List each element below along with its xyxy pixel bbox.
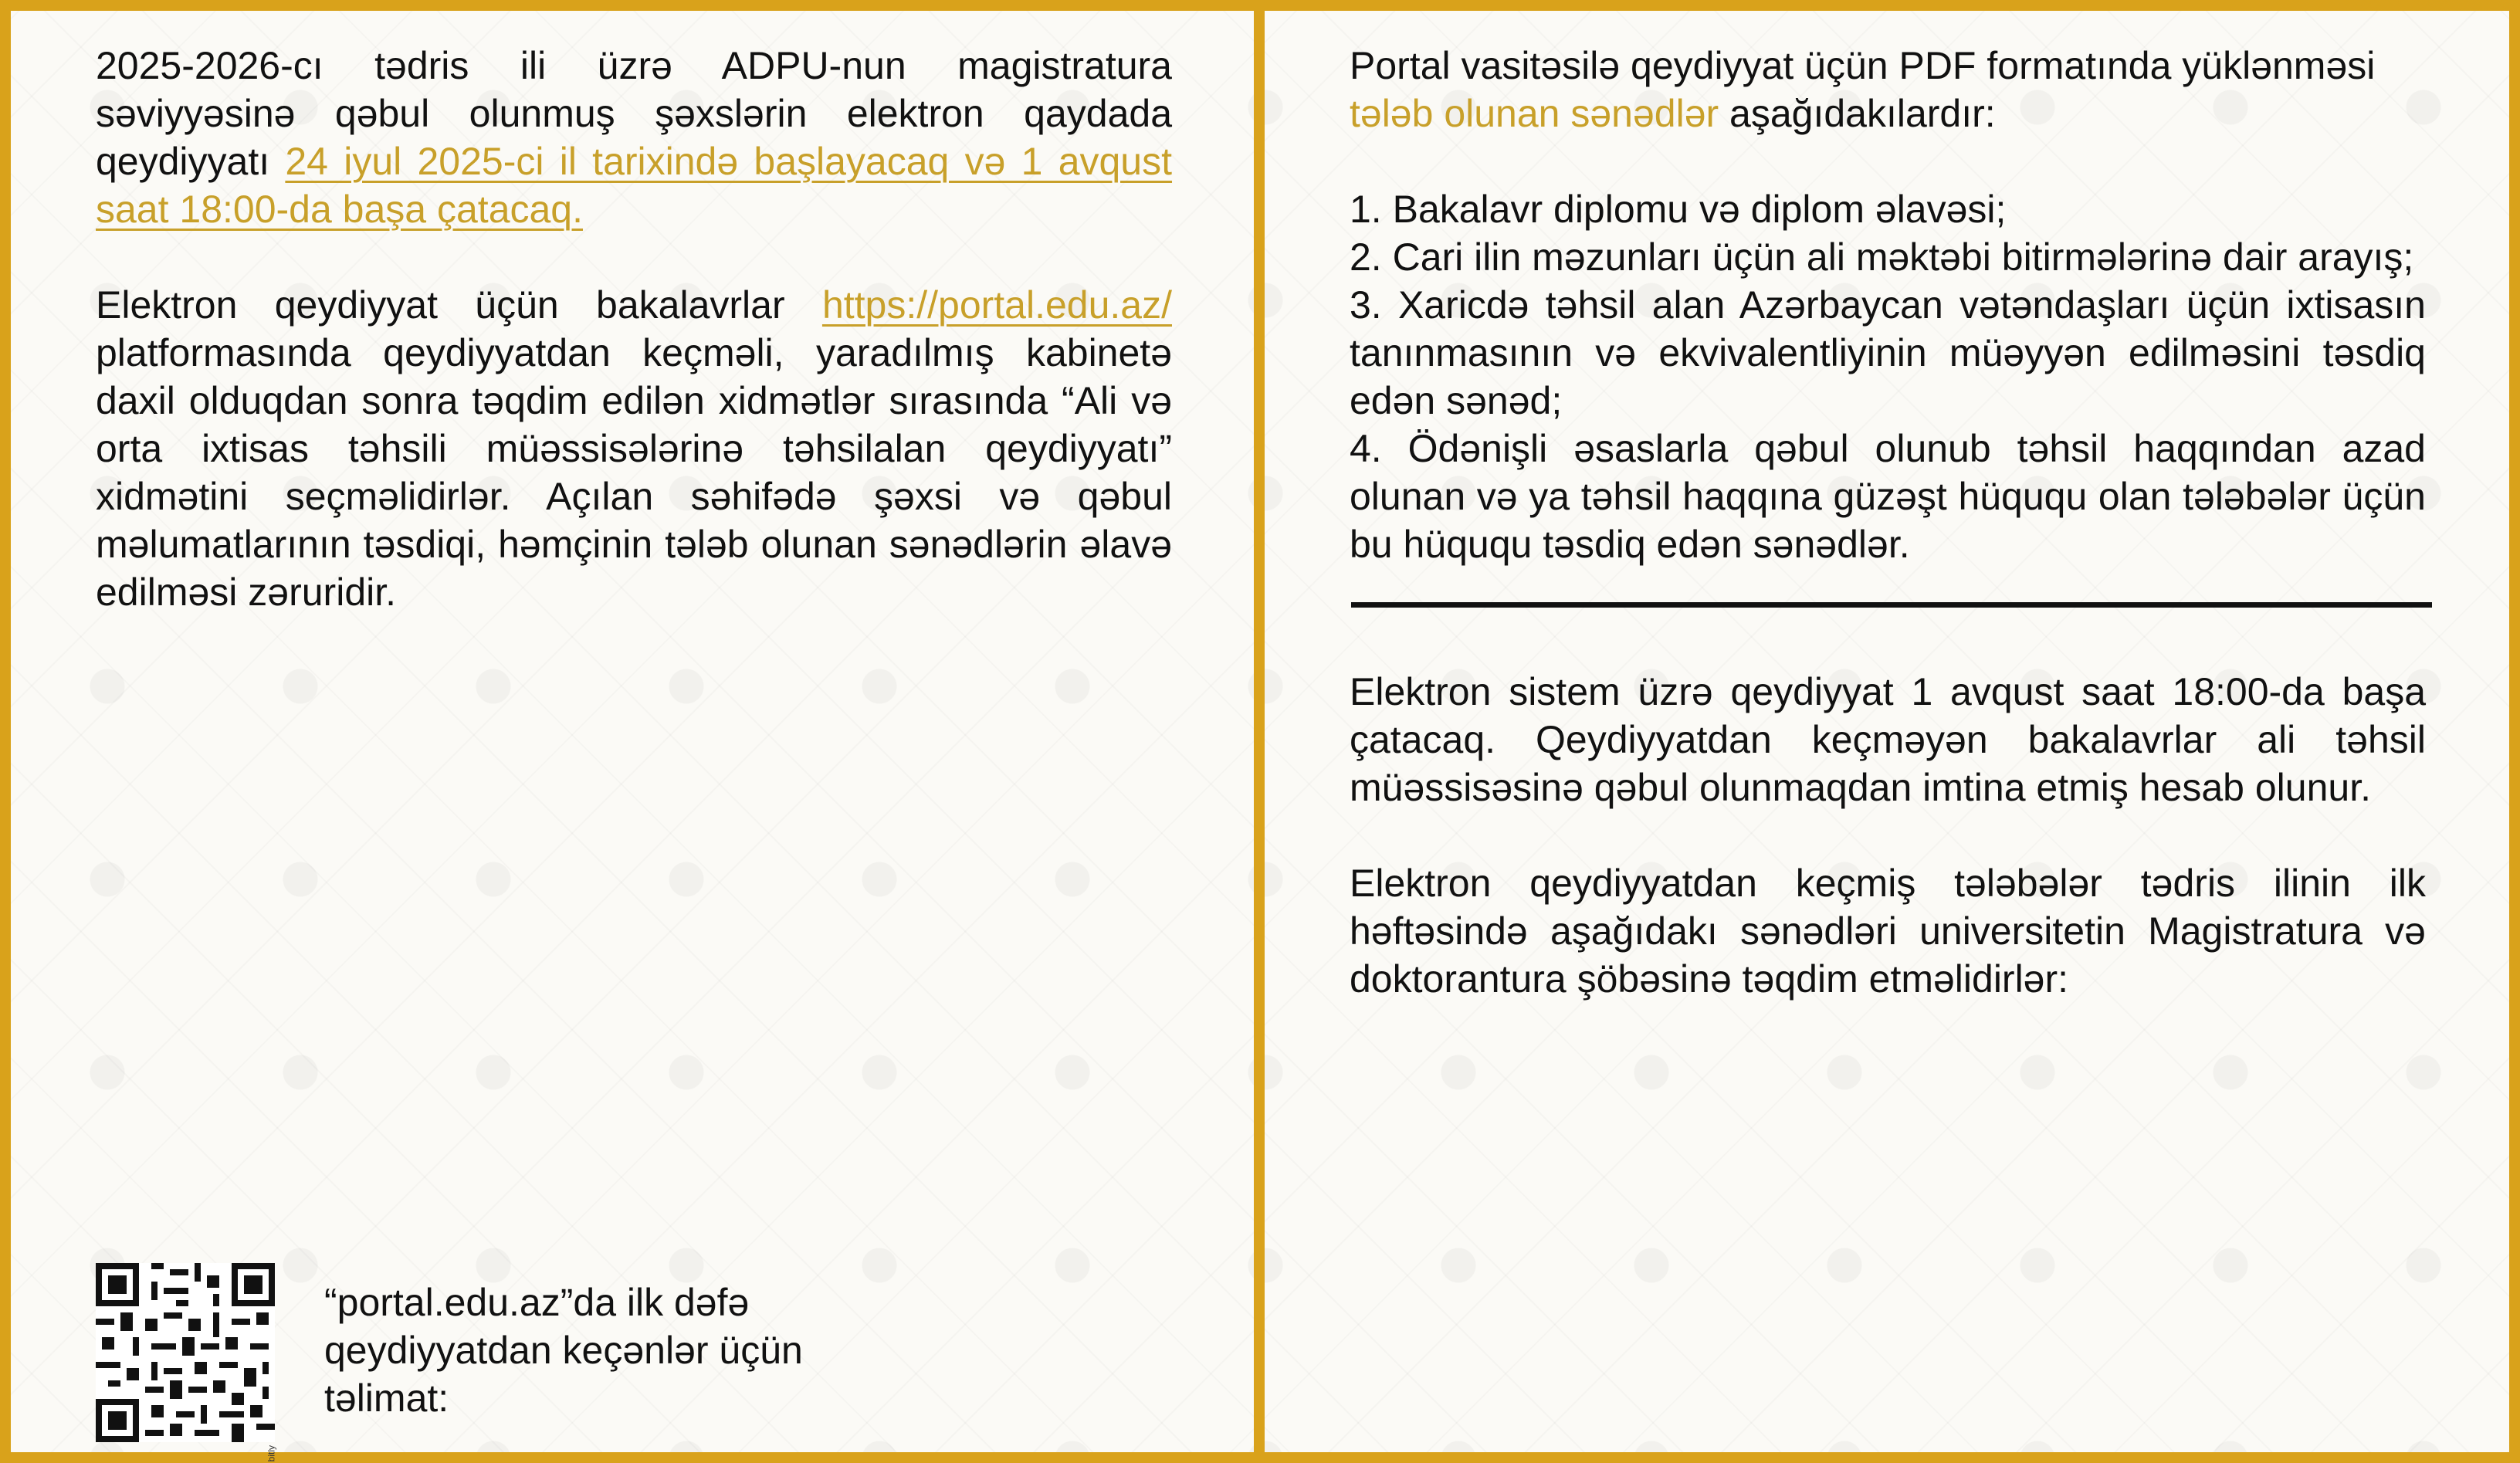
right-column [1350, 42, 2426, 1003]
qr-instructions-label: “portal.edu.az”da ilk dəfə qeydiyyatdan keçənlər üçün təlimat: [324, 1281, 803, 1420]
section-separator [1351, 602, 2432, 608]
document-list-item-4: 4. Ödənişli əsaslarla qəbul olunub təhsil haqqından azad olunan və ya təhsil haqqına güzəşt hüququ olan tələbələr üçün bu hüququ təsdiq edən sənədlər. [1350, 427, 2426, 566]
qr-code[interactable] [96, 1263, 276, 1462]
documents-intro [1350, 42, 2426, 137]
portal-instructions-paragraph [96, 281, 1172, 616]
required-documents-highlight: tələb olunan sənədlər [1350, 92, 1719, 135]
registration-intro-paragraph [96, 42, 1172, 233]
documents-intro-text-b: aşağıdakılardır: [1719, 92, 1996, 135]
column-divider [1254, 0, 1265, 1463]
portal-link[interactable]: https://portal.edu.az/ [821, 283, 1172, 327]
document-list-item-3: 3. Xaricdə təhsil alan Azərbaycan vətəndaşları üçün ixtisasın tanınmasının və ekvivalentliyinin müəyyən edilməsini təsdiq edən sənəd; [1350, 283, 2426, 422]
submission-paragraph: Elektron qeydiyyatdan keçmiş tələbələr tədris ilinin ilk həftəsində aşağıdakı sənədləri universitetin Magistratura və doktorantura şöbəsinə təqdim etməlidirlər: [1350, 862, 2426, 1001]
registration-intro-text: 2025-2026-cı tədris ili üzrə ADPU-nun magistratura səviyyəsinə qəbul olunmuş şəxslərin elektron qaydada qeydiyyatı [96, 44, 1172, 183]
document-list-item-2: 2. Cari ilin məzunları üçün ali məktəbi bitirmələrinə dair arayış; [1350, 235, 2414, 279]
deadline-paragraph: Elektron sistem üzrə qeydiyyat 1 avqust saat 18:00-da başa çatacaq. Qeydiyyatdan keçməyən bakalavrlar ali təhsil müəssisəsinə qəbul olunmaqdan imtina etmiş hesab olunur. [1350, 670, 2426, 809]
qr-code-icon [96, 1263, 275, 1442]
registration-dates-highlight: 24 iyul 2025-ci il tarixində başlayacaq və 1 avqust saat 18:00-da başa çatacaq. [96, 140, 1173, 231]
portal-instructions-text-a: Elektron qeydiyyat üçün bakalavrlar [96, 283, 822, 327]
qr-caption: bitly [266, 1445, 276, 1462]
left-column [96, 42, 1172, 616]
documents-intro-text-a: Portal vasitəsilə qeydiyyat üçün PDF formatında yüklənməsi [1350, 44, 2376, 87]
document-list-item-1: 1. Bakalavr diplomu və diplom əlavəsi; [1350, 188, 2007, 231]
portal-instructions-text-b: platformasında qeydiyyatdan keçməli, yaradılmış kabinetə daxil olduqdan sonra təqdim edilən xidmətlər sırasında “Ali və orta ixtisas təhsili müəssisələrinə təhsilalan qeydiyyatı” xidmətini seçməlidirlər. Açılan səhifədə şəxsi və qəbul məlumatlarının təsdiqi, həmçinin tələb olunan sənədlərin əlavə edilməsi zəruridir. [96, 331, 1172, 614]
